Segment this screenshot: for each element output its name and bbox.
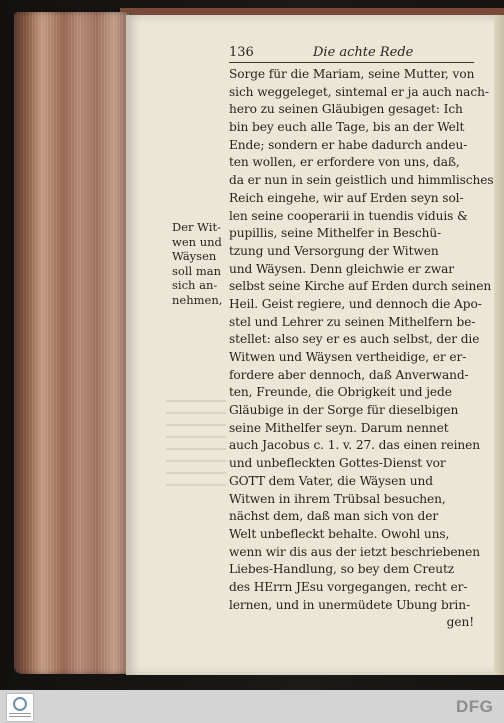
text-line: nächst dem, daß man sich von der	[229, 509, 439, 524]
text-line: Reich eingehe, wir auf Erden seyn sol-	[229, 190, 464, 205]
text-line: lernen, und in unermüdete Ubung brin-	[229, 597, 470, 612]
library-logo-text-mark	[9, 713, 31, 714]
text-line: da er nun in sein geistlich und himmlisches	[229, 173, 494, 188]
marginal-note-line: soll man	[172, 263, 222, 278]
text-line: stel und Lehrer zu seinen Mithelfern be-	[229, 314, 476, 329]
text-line: wenn wir dis aus der ietzt beschriebenen	[229, 544, 481, 559]
text-line: Gläubige in der Sorge für dieselbigen	[229, 403, 459, 418]
text-line: seine Mithelfer seyn. Darum nennet	[229, 420, 449, 435]
marginal-note-line: Wäysen	[172, 249, 217, 264]
text-line: selbst seine Kirche auf Erden durch seinen	[229, 279, 492, 294]
library-logo[interactable]	[6, 693, 34, 722]
book-page	[126, 15, 504, 675]
text-line: Witwen und Wäysen vertheidige, er er-	[229, 350, 467, 364]
text-line: pupillis, seine Mithelfer in Beschü-	[229, 226, 442, 241]
marginal-note	[172, 220, 230, 308]
text-line: Welt unbefleckt behalte. Owohl uns,	[229, 526, 450, 541]
page-gutter	[494, 15, 504, 675]
text-line: Ende; sondern er habe dadurch andeu-	[229, 137, 468, 152]
page-block-edge	[14, 12, 132, 674]
text-line: Sorge für die Mariam, seine Mutter, von	[229, 67, 475, 81]
text-line: auch Jacobus c. 1. v. 27. das einen reinen	[229, 438, 481, 453]
library-logo-text-mark	[9, 716, 31, 717]
text-line: ten wollen, er erfordere von uns, daß,	[229, 155, 460, 170]
text-line: bin bey euch alle Tage, bis an der Welt	[229, 120, 465, 135]
show-through-ink	[166, 400, 226, 490]
text-line: und Wäysen. Denn gleichwie er zwar	[229, 261, 454, 276]
marginal-note-line: nehmen,	[172, 292, 223, 307]
text-line: fordere aber dennoch, daß Anverwand-	[229, 367, 469, 382]
marginal-note-line: Der Wit-	[172, 220, 221, 234]
chapter-title: Die achte Rede	[313, 45, 414, 60]
text-line-last: gen!	[446, 615, 474, 630]
running-head	[229, 45, 489, 63]
text-line: Witwen in ihrem Trübsal besuchen,	[229, 491, 446, 506]
text-line: sich weggeleget, sintemal er ja auch nach-	[229, 84, 489, 99]
page-number: 136	[229, 45, 254, 60]
text-line: Liebes-Handlung, so bey dem Creutz	[229, 562, 455, 577]
marginal-note-line: wen und	[172, 234, 222, 249]
library-emblem-icon	[13, 697, 27, 711]
text-line: stellet: also sey er es auch selbst, der die	[229, 332, 480, 347]
marginal-note-line: sich an-	[172, 278, 218, 293]
text-line: des HErrn JEsu vorgegangen, recht er-	[229, 579, 468, 594]
text-line: tzung und Versorgung der Witwen	[229, 243, 439, 258]
text-line: len seine cooperarii in tuendis viduis &	[229, 208, 468, 223]
text-line: GOTT dem Vater, die Wäysen und	[229, 473, 433, 488]
text-line: ten, Freunde, die Obrigkeit und jede	[229, 385, 452, 400]
text-line: Heil. Geist regiere, und dennoch die Apo-	[229, 296, 482, 311]
text-line: und unbefleckten Gottes-Dienst vor	[229, 456, 446, 471]
dfg-logo[interactable]: DFG	[456, 697, 494, 716]
header-rule	[229, 62, 474, 63]
viewer-footer-bar	[0, 690, 504, 723]
body-text	[229, 66, 494, 632]
text-line: hero zu seinen Gläubigen gesaget: Ich	[229, 102, 463, 117]
